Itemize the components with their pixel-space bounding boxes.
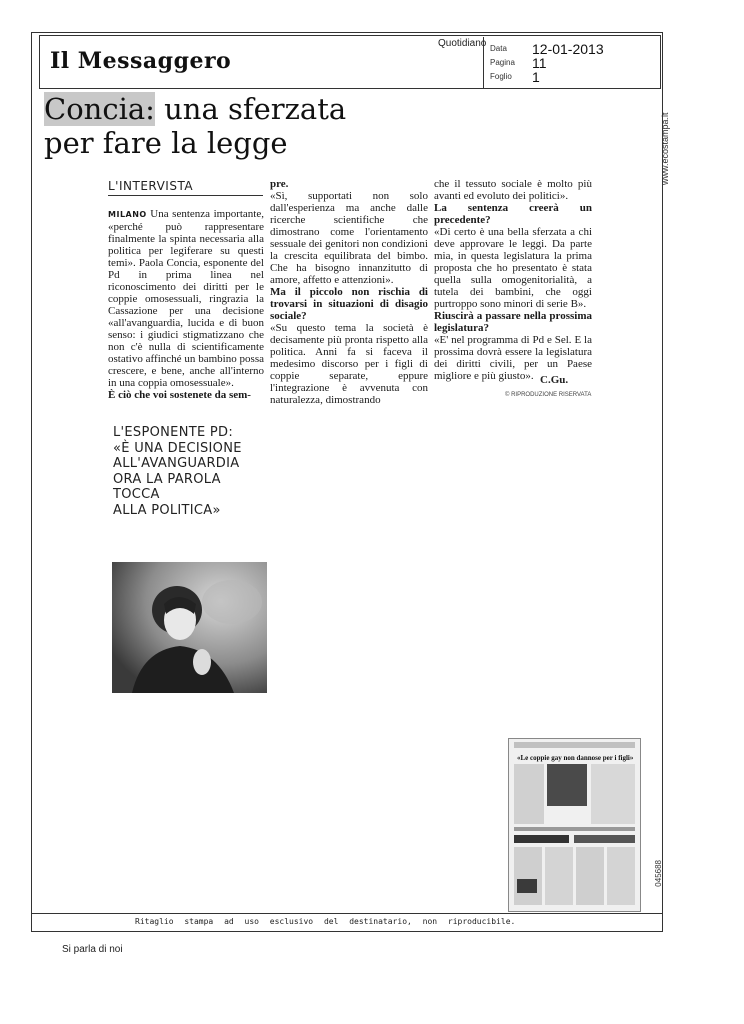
- side-code: 045688: [654, 860, 663, 887]
- page-label: Pagina: [490, 58, 515, 68]
- column-1-text: Una sentenza importante, «perché può rappresentare finalmente la spinta necessaria alla politica per legiferare su questi temi». Paola Concia, esponente del Pd in prima linea nel riconoscimento dei diritti per le coppie omosessuali, ringrazia la Cassazione per una decisione «all'avanguardia, lucida e di buon senso: i giudici stigmatizzano che non c'è nulla di scientificamente ostativo affinché un bambino possa crescere, e bene, anche all'interno in una coppia omosessuale».: [108, 208, 264, 389]
- side-url: www.ecostampa.it: [660, 112, 670, 185]
- question-4: Riuscirà a passare nella prossima legislatura?: [434, 310, 592, 334]
- pull-quote: L'ESPONENTE PD: «È UNA DECISIONE ALL'AVANGUARDIA ORA LA PAROLA TOCCA ALLA POLITICA»: [113, 425, 242, 518]
- page-value: 11: [532, 54, 547, 71]
- sheet-value: 1: [532, 68, 540, 85]
- newspaper-masthead: Il Messaggero: [50, 48, 232, 74]
- clipping-notice: Ritaglio stampa ad uso esclusivo del destinatario, non riproducibile.: [135, 917, 516, 926]
- section-label: L'INTERVISTA: [108, 179, 263, 196]
- thumbnail-title: «Le coppie gay non dannose per i figli»: [517, 754, 634, 762]
- article-column-3: [434, 178, 592, 382]
- date-label: Data: [490, 44, 507, 54]
- author-signature: C.Gu.: [540, 374, 569, 386]
- headline-part-2: per fare la legge: [44, 126, 288, 160]
- publication-type: Quotidiano: [438, 38, 487, 49]
- headline-name: Concia:: [44, 92, 155, 126]
- sheet-label: Foglio: [490, 72, 512, 82]
- question-3: La sentenza creerà un precedente?: [434, 202, 592, 226]
- section-note: Si parla di noi: [62, 944, 123, 955]
- answer-2-end: che il tessuto sociale è molto più avanti ed evoluto dei politici».: [434, 178, 592, 202]
- sheet-row: [490, 68, 540, 86]
- question-1: È ciò che voi sostenete da sem-: [108, 389, 251, 401]
- answer-3: «Di certo è una bella sferzata a chi deve approvare le leggi. Da parte mia, in questa legislatura la prima proposta che ho presentato è stata quella sulla omogenitorialità, a tutela dei bambini, che oggi purtroppo sono minori di serie B».: [434, 226, 592, 310]
- question-2: Ma il piccolo non rischia di trovarsi in situazioni di disagio sociale?: [270, 286, 428, 322]
- page-thumbnail: [508, 738, 641, 912]
- portrait-photo: [112, 562, 267, 693]
- article-column-1: [108, 208, 264, 401]
- dateline: MILANO: [108, 210, 147, 219]
- footer-divider: [31, 913, 662, 914]
- answer-4: «E' nel programma di Pd e Sel. E la prossima dovrà essere la legislatura dei diritti civili, per un Paese migliore e più giusto».: [434, 334, 592, 382]
- portrait-image: [112, 562, 267, 693]
- copyright-note: © RIPRODUZIONE RISERVATA: [505, 392, 592, 398]
- article-headline: [44, 92, 404, 160]
- answer-1: «Sì, supportati non solo dall'esperienza ma anche dalle ricerche scientifiche che dimostrano come l'orientamento sessuale dei genitori non condizioni la crescita equilibrata del bimbo. Che ha bisogno innanzitutto di amore, affetto e attenzioni».: [270, 190, 428, 286]
- date-value: 12-01-2013: [532, 40, 604, 57]
- question-1-end: pre.: [270, 178, 289, 190]
- answer-2: «Su questo tema la società è decisamente più pronta rispetto alla politica. Anni fa si faceva il medesimo discorso per i figli di coppie separate, eppure l'integrazione è avvenuta con naturalezza, dimostrando: [270, 322, 428, 406]
- thumbnail-layout: [509, 739, 640, 911]
- article-column-2: [270, 178, 428, 406]
- headline-part-1: una sferzata: [154, 92, 347, 126]
